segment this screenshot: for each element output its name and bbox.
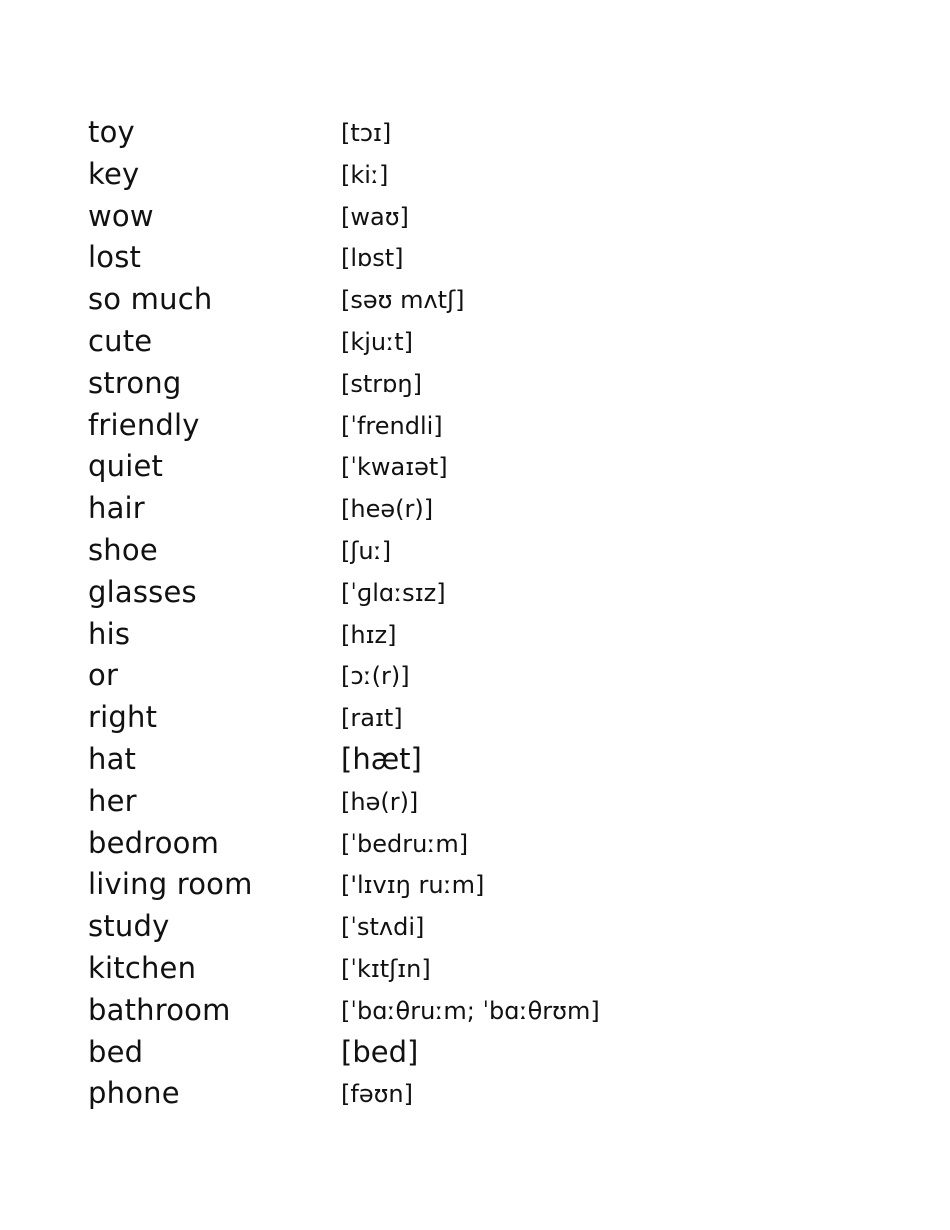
vocab-pronunciation: [strɒŋ] (341, 369, 422, 398)
vocab-row (88, 446, 868, 488)
vocab-pronunciation: [bed] (341, 1034, 419, 1069)
vocab-row (88, 196, 868, 238)
vocab-row (88, 572, 868, 614)
vocab-row (88, 781, 868, 823)
vocab-word: quiet (88, 449, 164, 484)
vocab-pronunciation: [kjuːt] (341, 327, 413, 356)
vocab-word: cute (88, 323, 153, 358)
vocab-row (88, 1032, 868, 1074)
vocab-pronunciation: [hɪz] (341, 620, 397, 649)
vocab-row (88, 906, 868, 948)
vocab-word: hair (88, 491, 145, 526)
vocab-row (88, 363, 868, 405)
vocab-word: lost (88, 240, 142, 275)
vocab-pronunciation: [səʊ mʌtʃ] (341, 286, 465, 315)
vocab-word: his (88, 616, 131, 651)
vocab-word: right (88, 700, 158, 735)
vocab-row (88, 614, 868, 656)
vocab-row (88, 823, 868, 865)
vocab-row (88, 990, 868, 1032)
vocab-pronunciation: [hæt] (341, 741, 422, 776)
vocab-word: study (88, 909, 170, 944)
vocab-pronunciation: [hə(r)] (341, 787, 419, 816)
vocab-word: strong (88, 365, 182, 400)
vocab-word: kitchen (88, 950, 197, 985)
vocab-pronunciation: [waʊ] (341, 202, 409, 231)
vocab-pronunciation: [ˈkwaɪət] (341, 453, 448, 482)
vocab-pronunciation: ['lɪvɪŋ ruːm] (341, 871, 485, 900)
vocab-pronunciation: [ˈɡlɑːsɪz] (341, 578, 446, 607)
vocab-word: phone (88, 1076, 180, 1111)
vocab-pronunciation: [tɔɪ] (341, 119, 392, 147)
vocab-word: friendly (88, 407, 200, 442)
vocab-pronunciation: [ˈbedruːm] (341, 829, 469, 858)
vocab-word: glasses (88, 574, 197, 609)
vocab-pronunciation: [heə(r)] (341, 495, 434, 524)
vocab-row (88, 739, 868, 781)
vocab-row (88, 948, 868, 990)
vocab-row (88, 1073, 868, 1115)
vocab-row (88, 488, 868, 530)
vocab-row (88, 154, 868, 196)
vocab-word: key (88, 156, 140, 191)
vocab-row (88, 112, 868, 154)
vocab-word: shoe (88, 532, 158, 567)
vocab-pronunciation: [lɒst] (341, 244, 404, 273)
vocab-row (88, 655, 868, 697)
vocab-row (88, 405, 868, 447)
vocab-pronunciation: [ˈkɪtʃɪn] (341, 954, 431, 983)
vocab-row (88, 697, 868, 739)
vocab-pronunciation: [kiː] (341, 160, 389, 189)
vocab-row (88, 864, 868, 906)
vocab-pronunciation: [raɪt] (341, 704, 403, 733)
vocab-pronunciation: [ɔː(r)] (341, 662, 410, 691)
vocab-word: so much (88, 282, 213, 317)
vocab-word: living room (88, 867, 253, 902)
vocab-pronunciation: [ʃuː] (341, 536, 392, 565)
vocab-word: hat (88, 741, 137, 776)
vocab-word: bedroom (88, 825, 220, 860)
vocab-row (88, 530, 868, 572)
vocab-pronunciation: [ˈfrendli] (341, 411, 443, 440)
vocab-pronunciation: [ˈstʌdi] (341, 913, 425, 942)
vocab-row (88, 237, 868, 279)
vocab-row (88, 279, 868, 321)
vocab-word: or (88, 658, 119, 693)
vocab-word: bathroom (88, 992, 231, 1027)
vocab-row (88, 321, 868, 363)
vocab-word: her (88, 783, 137, 818)
vocab-pronunciation: [fəʊn] (341, 1080, 413, 1109)
vocabulary-list (88, 112, 868, 1115)
vocab-word: wow (88, 198, 154, 233)
vocab-pronunciation: [ˈbɑːθruːm; ˈbɑːθrʊm] (341, 996, 600, 1025)
vocab-word: toy (88, 115, 135, 149)
vocab-word: bed (88, 1034, 144, 1069)
